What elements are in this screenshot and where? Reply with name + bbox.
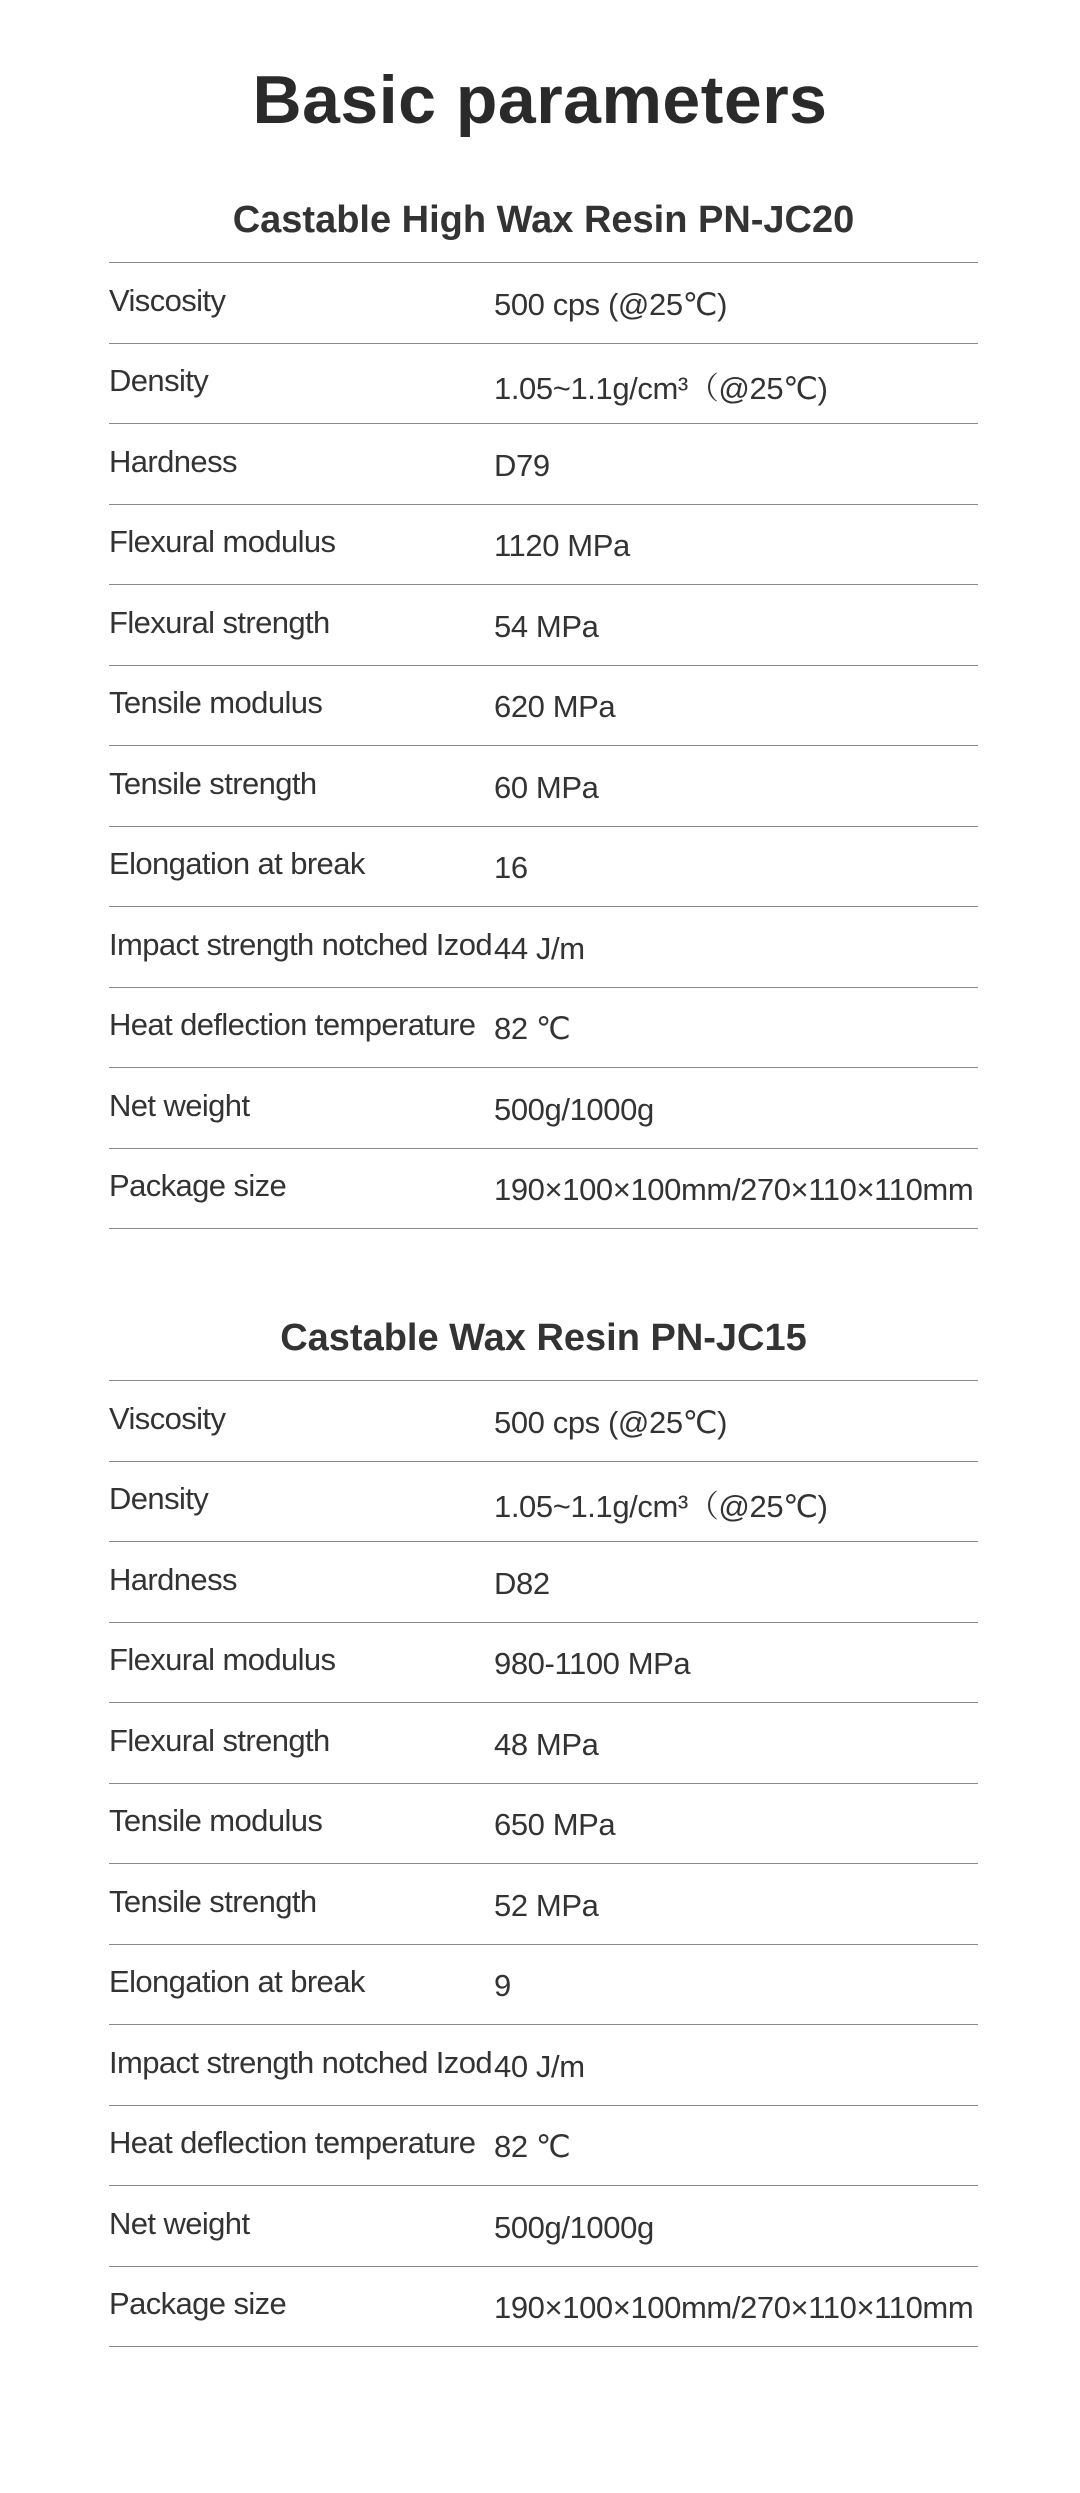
table-row	[109, 1864, 978, 1945]
param-label: Package size	[109, 1168, 287, 1204]
table-row	[109, 2106, 978, 2187]
table-row	[109, 1542, 978, 1623]
param-value: 980-1100 MPa	[494, 1646, 691, 1682]
param-label: Hardness	[109, 1561, 237, 1597]
page-title: Basic parameters	[252, 62, 828, 138]
param-value: 1.05~1.1g/cm³（@25℃)	[494, 1488, 828, 1524]
table-row	[109, 2025, 978, 2106]
table-row	[109, 1381, 978, 1462]
param-value: 190×100×100mm/270×110×110mm	[494, 1172, 974, 1208]
param-value: D79	[494, 447, 550, 483]
table-row	[109, 585, 978, 666]
param-value: 82 ℃	[494, 1011, 571, 1047]
param-label: Flexural modulus	[109, 1642, 336, 1678]
param-value: 500 cps (@25℃)	[494, 286, 728, 322]
table-row	[109, 988, 978, 1069]
param-label: Net weight	[109, 1087, 250, 1123]
param-label: Hardness	[109, 443, 237, 479]
table-row	[109, 1462, 978, 1543]
param-label: Heat deflection temperature	[109, 1007, 476, 1043]
table-row	[109, 2186, 978, 2267]
param-value: 190×100×100mm/270×110×110mm	[494, 2290, 974, 2326]
parameters-section-pn-jc15	[109, 1308, 978, 2347]
param-label: Elongation at break	[109, 1964, 365, 2000]
param-label: Flexural strength	[109, 1722, 330, 1758]
table-row	[109, 505, 978, 586]
param-value: 82 ℃	[494, 2129, 571, 2165]
param-value: 500 cps (@25℃)	[494, 1404, 728, 1440]
param-value: 9	[494, 1968, 511, 2004]
param-label: Impact strength notched Izod	[109, 926, 492, 962]
param-value: 16	[494, 850, 528, 886]
param-value: 1.05~1.1g/cm³（@25℃)	[494, 370, 828, 406]
param-value: 48 MPa	[494, 1726, 599, 1762]
param-value: 620 MPa	[494, 689, 616, 725]
table-row	[109, 1149, 978, 1230]
param-value: 54 MPa	[494, 608, 599, 644]
table-row	[109, 746, 978, 827]
param-value: 44 J/m	[494, 930, 585, 966]
table-row	[109, 344, 978, 425]
table-row	[109, 1068, 978, 1149]
param-label: Tensile modulus	[109, 685, 323, 721]
param-label: Elongation at break	[109, 846, 365, 882]
param-label: Tensile strength	[109, 765, 317, 801]
param-label: Heat deflection temperature	[109, 2125, 476, 2161]
param-label: Tensile strength	[109, 1883, 317, 1919]
parameters-table	[109, 262, 978, 1229]
param-label: Tensile modulus	[109, 1803, 323, 1839]
param-value: D82	[494, 1565, 550, 1601]
table-row	[109, 424, 978, 505]
param-value: 1120 MPa	[494, 528, 630, 564]
parameters-table	[109, 1380, 978, 2347]
param-label: Density	[109, 1481, 209, 1517]
param-label: Viscosity	[109, 1400, 226, 1436]
parameters-section-pn-jc20	[109, 190, 978, 1229]
param-value: 40 J/m	[494, 2048, 585, 2084]
param-value: 500g/1000g	[494, 2209, 654, 2245]
section-title: Castable High Wax Resin PN-JC20	[232, 199, 855, 241]
table-row	[109, 1784, 978, 1865]
table-row	[109, 1945, 978, 2026]
table-row	[109, 907, 978, 988]
table-row	[109, 2267, 978, 2348]
table-row	[109, 666, 978, 747]
param-label: Net weight	[109, 2205, 250, 2241]
table-row	[109, 827, 978, 908]
param-label: Flexural strength	[109, 604, 330, 640]
table-row	[109, 263, 978, 344]
param-label: Flexural modulus	[109, 524, 336, 560]
param-label: Impact strength notched Izod	[109, 2044, 492, 2080]
section-title: Castable Wax Resin PN-JC15	[280, 1317, 807, 1359]
param-label: Density	[109, 363, 209, 399]
param-value: 60 MPa	[494, 769, 599, 805]
table-row	[109, 1623, 978, 1704]
table-row	[109, 1703, 978, 1784]
param-value: 650 MPa	[494, 1807, 616, 1843]
param-label: Viscosity	[109, 282, 226, 318]
param-label: Package size	[109, 2286, 287, 2322]
param-value: 52 MPa	[494, 1887, 599, 1923]
param-value: 500g/1000g	[494, 1091, 654, 1127]
